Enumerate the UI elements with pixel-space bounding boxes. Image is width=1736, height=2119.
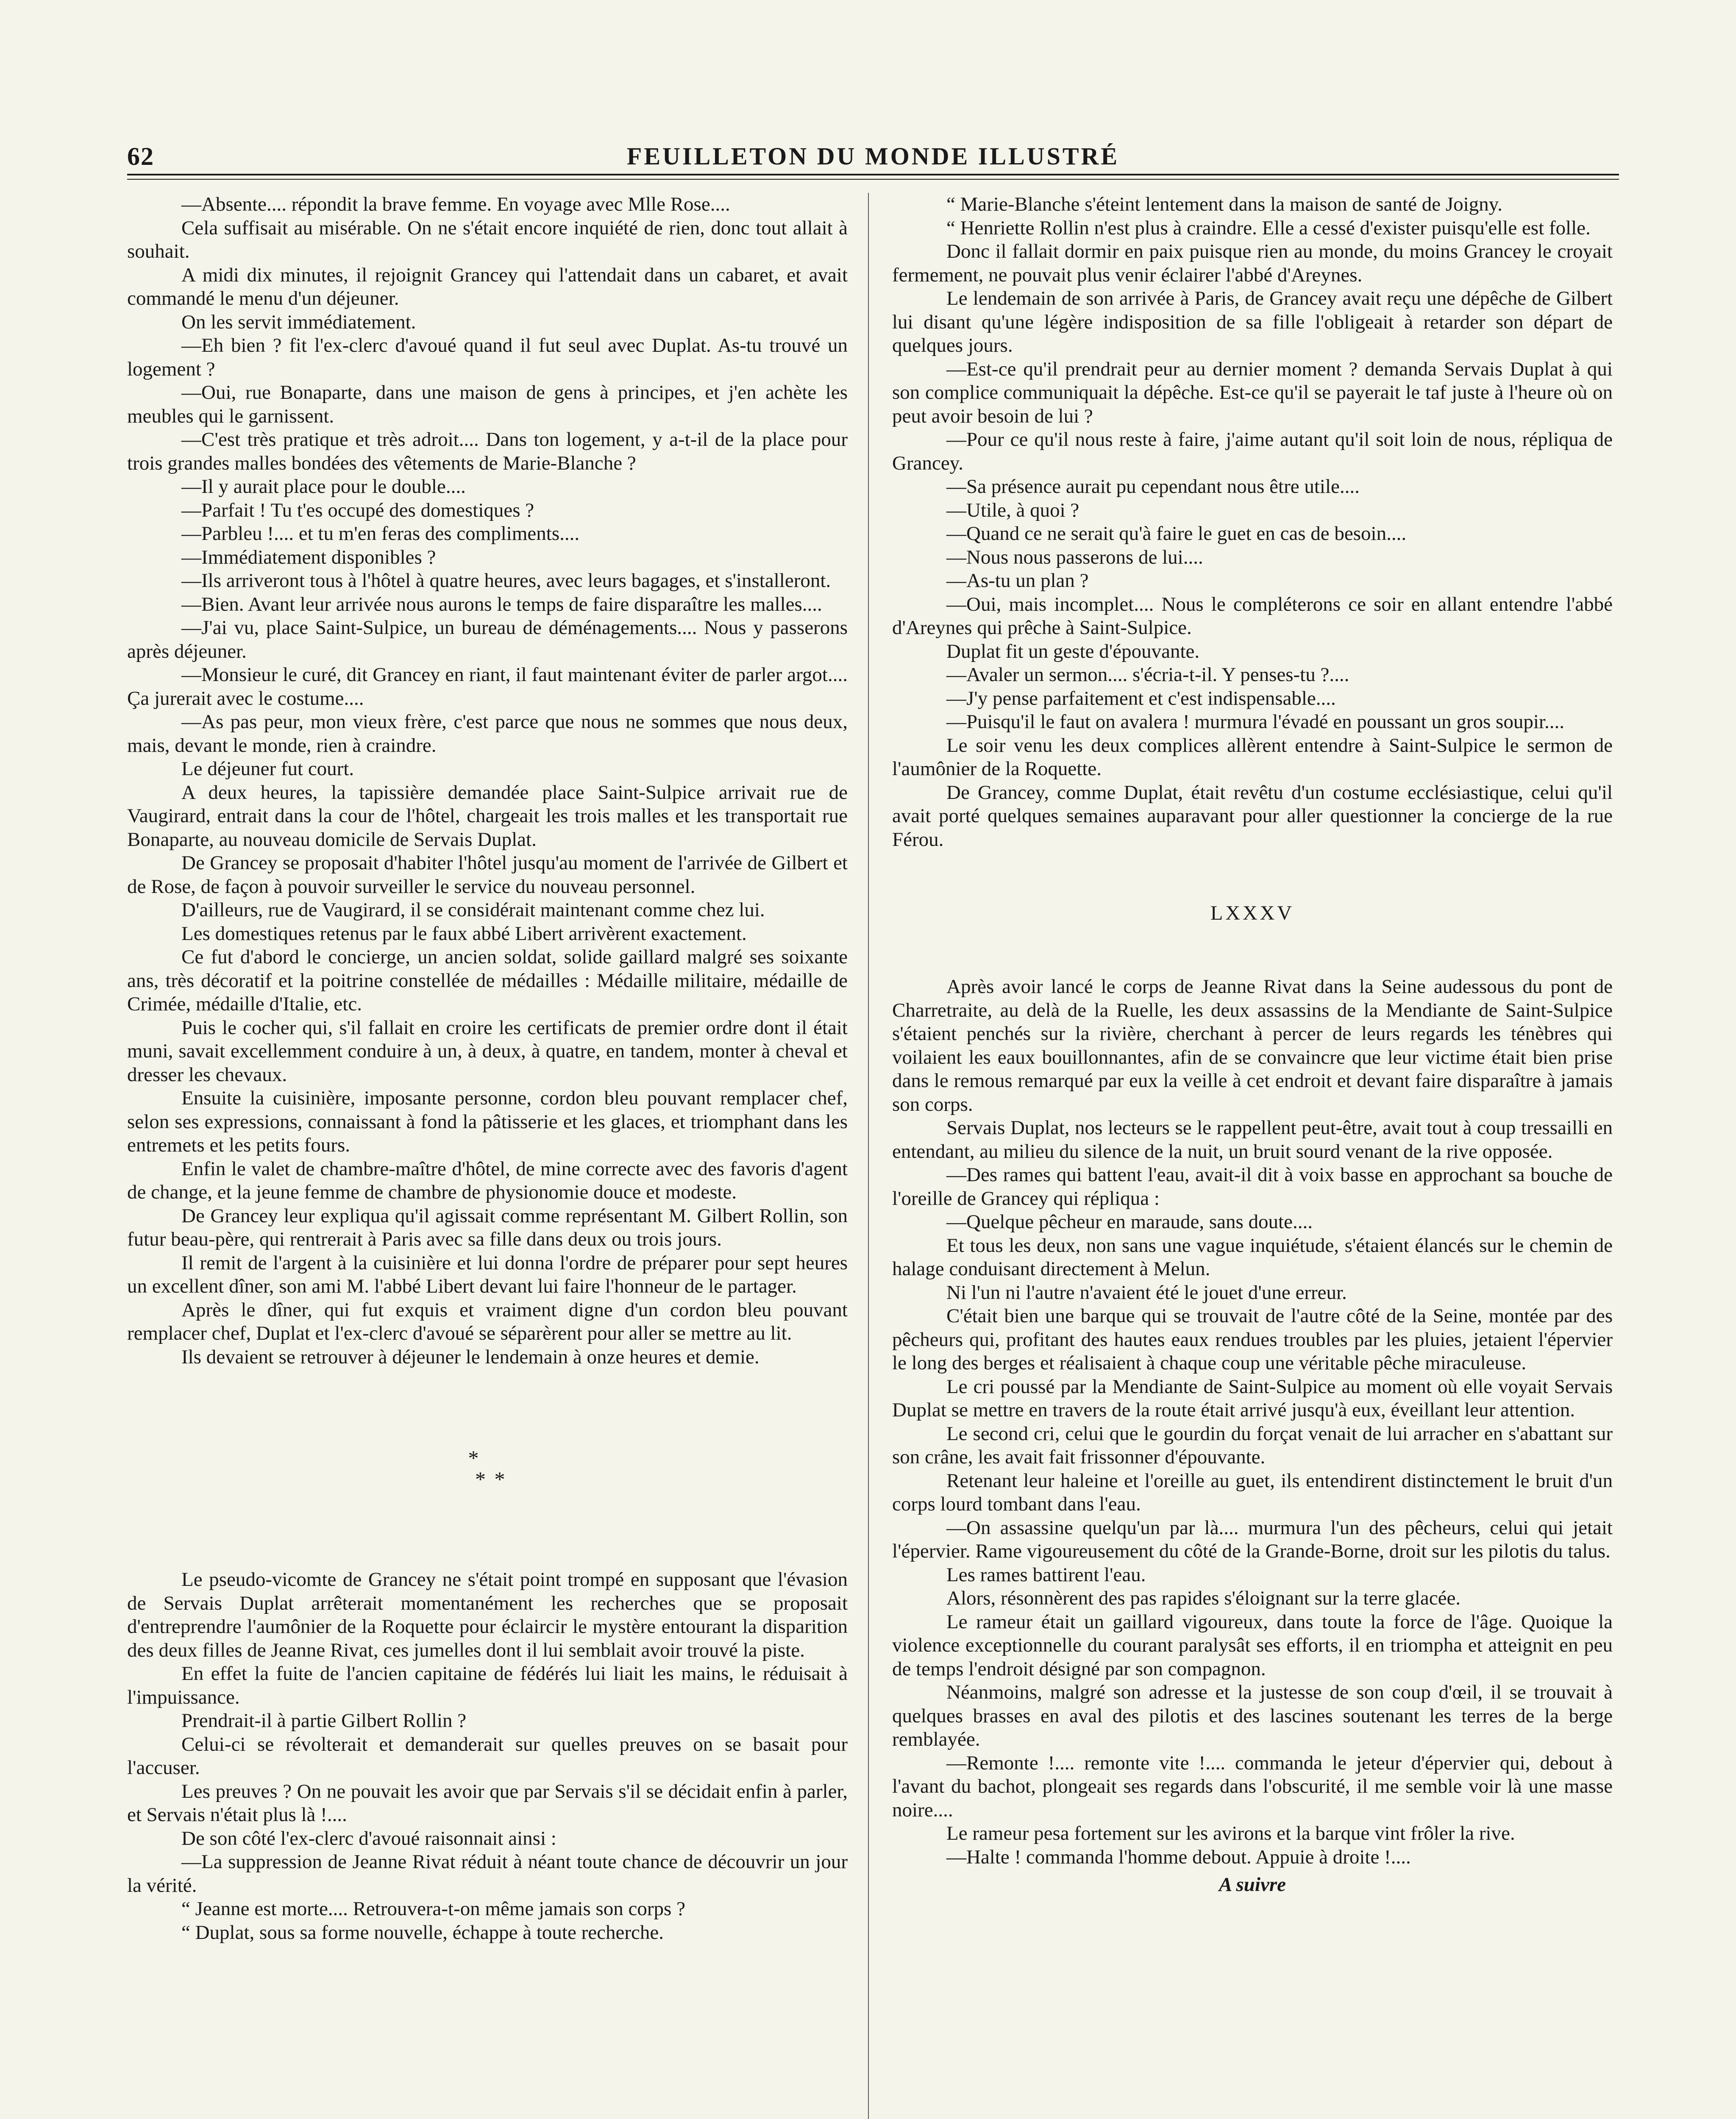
paragraph: “ Jeanne est morte.... Retrouvera-t-on même jamais son corps ? xyxy=(181,1898,685,1920)
paragraph: “ Duplat, sous sa forme nouvelle, échappe à toute recherche. xyxy=(181,1921,664,1944)
paragraph: —Parfait ! Tu t'es occupé des domestiques ? xyxy=(181,499,534,521)
paragraph: —Des rames qui battent l'eau, avait-il dit à voix basse en approchant sa bouche de l'oreille de Grancey qui répliqua : xyxy=(892,1164,1613,1210)
paragraph: Puis le cocher qui, s'il fallait en croire les certificats de premier ordre dont il était muni, savait excellemment conduire à un, à deux, à quatre, en tandem, monter à cheval et dresser les chevaux. xyxy=(127,1016,848,1086)
paragraph: C'était bien une barque qui se trouvait de l'autre côté de la Seine, montée par des pêcheurs qui, profitant des hautes eaux rendues troubles par les pluies, jetaient l'épervier le long des berges et réalisaient à chaque coup une véritable pêche miraculeuse. xyxy=(892,1305,1613,1374)
paragraph: —J'y pense parfaitement et c'est indispensable.... xyxy=(946,687,1336,709)
page-number: 62 xyxy=(127,142,154,170)
paragraph: Après le dîner, qui fut exquis et vraiment digne d'un cordon bleu pouvant remplacer chef, Duplat et l'ex-clerc d'avoué se séparèrent pour aller se mettre au lit. xyxy=(127,1299,848,1344)
paragraph: Ils devaient se retrouver à déjeuner le lendemain à onze heures et demie. xyxy=(181,1346,760,1368)
paragraph: Après avoir lancé le corps de Jeanne Rivat dans la Seine audessous du pont de Charretraite, au delà de la Ruelle, les deux assassins de la Mendiante de Saint-Sulpice s'étaient penchés sur la rivière, cherchant à percer de leurs regards les ténèbres qui voilaient les eaux bouillonnantes, afin de se convaincre que leur victime était bien prise dans le remous remarqué par eux la veille à cet endroit et devant faire disparaître à jamais son corps. xyxy=(892,976,1613,1115)
paragraph: Alors, résonnèrent des pas rapides s'éloignant sur la terre glacée. xyxy=(946,1587,1461,1609)
paragraph: Celui-ci se révolterait et demanderait sur quelles preuves on se basait pour l'accuser. xyxy=(127,1733,848,1779)
paragraph: —As-tu un plan ? xyxy=(946,570,1089,592)
paragraph: —Est-ce qu'il prendrait peur au dernier moment ? demanda Servais Duplat à qui son complice communiquait la dépêche. Est-ce qu'il se payerait le taf juste à l'heure où on peut avoir besoin de lui ? xyxy=(892,358,1613,427)
paragraph: Ensuite la cuisinière, imposante personne, cordon bleu pouvant remplacer chef, selon ses expressions, connaissant à fond la pâtisserie et les glaces, et triomphant dans les entremets et les petits fours. xyxy=(127,1087,848,1156)
paragraph: “ Henriette Rollin n'est plus à craindre. Elle a cessé d'exister puisqu'elle est folle. xyxy=(946,217,1591,239)
chapter-heading: LXXXV xyxy=(1210,902,1294,925)
paragraph: —C'est très pratique et très adroit.... Dans ton logement, y a-t-il de la place pour trois grandes malles bondées des vêtements de Marie-Blanche ? xyxy=(127,428,848,474)
right-text-block-2 xyxy=(892,975,1613,1869)
page-header xyxy=(127,142,1619,170)
paragraph: Et tous les deux, non sans une vague inquiétude, s'étaient élancés sur le chemin de halage conduisant directement à Melun. xyxy=(892,1234,1613,1280)
paragraph: —Remonte !.... remonte vite !.... commanda le jeteur d'épervier qui, debout à l'avant du bachot, plongeait ses regards dans l'obscurité, il me semble voir là une masse noire.... xyxy=(892,1752,1613,1821)
continued-note: A suivre xyxy=(1219,1874,1286,1896)
paragraph: Le second cri, celui que le gourdin du forçat venait de lui arracher en s'abattant sur son crâne, les avait fait frissonner d'épouvante. xyxy=(892,1422,1613,1468)
paragraph: Les rames battirent l'eau. xyxy=(946,1563,1146,1586)
paragraph: Les preuves ? On ne pouvait les avoir que par Servais s'il se décidait enfin à parler, et Servais n'était plus là !.... xyxy=(127,1780,848,1826)
paragraph: De Grancey se proposait d'habiter l'hôtel jusqu'au moment de l'arrivée de Gilbert et de Rose, de façon à pouvoir surveiller le service du nouveau personnel. xyxy=(127,852,848,898)
left-text-block-2 xyxy=(127,1568,848,1944)
paragraph: De Grancey, comme Duplat, était revêtu d'un costume ecclésiastique, celui qu'il avait porté quelques semaines auparavant pour aller questionner la concierge de la rue Férou. xyxy=(892,781,1613,851)
paragraph: —Eh bien ? fit l'ex-clerc d'avoué quand il fut seul avec Duplat. As-tu trouvé un logement ? xyxy=(127,334,848,380)
paragraph: —Il y aurait place pour le double.... xyxy=(181,476,466,498)
paragraph: —Ils arriveront tous à l'hôtel à quatre heures, avec leurs bagages, et s'installeront. xyxy=(181,570,831,592)
paragraph: —Quelque pêcheur en maraude, sans doute.... xyxy=(946,1211,1313,1233)
paragraph: —Monsieur le curé, dit Grancey en riant, il faut maintenant éviter de parler argot.... Ça jurerait avec le costume.... xyxy=(127,664,848,709)
paragraph: De son côté l'ex-clerc d'avoué raisonnait ainsi : xyxy=(181,1827,556,1849)
paragraph: —On assassine quelqu'un par là.... murmura l'un des pêcheurs, celui qui jetait l'épervier. Rame vigoureusement du côté de la Grande-Borne, droit sur les pilotis du talus. xyxy=(892,1516,1613,1562)
right-column xyxy=(892,193,1613,2119)
paragraph: Le rameur était un gaillard vigoureux, dans toute la force de l'âge. Quoique la violence exceptionnelle du courant paralysât ses efforts, il en triompha et atteignit en peu de temps l'endroit désigné par son compagnon. xyxy=(892,1610,1613,1680)
paragraph: “ Marie-Blanche s'éteint lentement dans la maison de santé de Joigny. xyxy=(946,193,1502,215)
paragraph: —La suppression de Jeanne Rivat réduit à néant toute chance de découvrir un jour la vérité. xyxy=(127,1851,848,1897)
right-text-block xyxy=(892,193,1613,851)
paragraph: Cela suffisait au misérable. On ne s'était encore inquiété de rien, donc tout allait à souhait. xyxy=(127,217,848,262)
paragraph: Donc il fallait dormir en paix puisque rien au monde, du moins Grancey le croyait fermement, ne pouvait plus venir éclairer l'abbé d'Areynes. xyxy=(892,240,1613,286)
paragraph: D'ailleurs, rue de Vaugirard, il se considérait maintenant comme chez lui. xyxy=(181,899,765,921)
header-rule-thin xyxy=(127,179,1619,180)
paragraph: —J'ai vu, place Saint-Sulpice, un bureau de déménagements.... Nous y passerons après déjeuner. xyxy=(127,617,848,662)
paragraph: —Oui, mais incomplet.... Nous le compléterons ce soir en allant entendre l'abbé d'Areynes qui prêche à Saint-Sulpice. xyxy=(892,593,1613,639)
paragraph: On les servit immédiatement. xyxy=(181,311,416,333)
paragraph: Le cri poussé par la Mendiante de Saint-Sulpice au moment où elle voyait Servais Duplat se mettre en travers de la route était arrivé jusqu'à eux, éveillant leur attention. xyxy=(892,1375,1613,1421)
section-ornament xyxy=(127,1369,848,1568)
paragraph: —Quand ce ne serait qu'à faire le guet en cas de besoin.... xyxy=(946,523,1407,545)
paragraph: A midi dix minutes, il rejoignit Grancey qui l'attendait dans un cabaret, et avait commandé le menu d'un déjeuner. xyxy=(127,264,848,309)
paragraph: —Oui, rue Bonaparte, dans une maison de gens à principes, et j'en achète les meubles qui le garnissent. xyxy=(127,381,848,427)
paragraph: Néanmoins, malgré son adresse et la justesse de son coup d'œil, il se trouvait à quelques brasses en aval des pilotis et des lascines soutenant les terres de la berge remblayée. xyxy=(892,1681,1613,1750)
column-separator xyxy=(868,193,869,2119)
paragraph: —Absente.... répondit la brave femme. En voyage avec Mlle Rose.... xyxy=(181,193,730,215)
header-rule xyxy=(127,174,1619,175)
paragraph: A deux heures, la tapissière demandée place Saint-Sulpice arrivait rue de Vaugirard, entrait dans la cour de l'hôtel, chargeait les trois malles et les transportait rue Bonaparte, au nouveau domicile de Servais Duplat. xyxy=(127,781,848,851)
paragraph: —Sa présence aurait pu cependant nous être utile.... xyxy=(946,476,1360,498)
paragraph: Enfin le valet de chambre-maître d'hôtel, de mine correcte avec des favoris d'agent de change, et la jeune femme de chambre de physionomie douce et modeste. xyxy=(127,1157,848,1203)
left-text-block xyxy=(127,193,848,1369)
paragraph: Le soir venu les deux complices allèrent entendre à Saint-Sulpice le sermon de l'aumônier de la Roquette. xyxy=(892,734,1613,780)
paragraph: Le lendemain de son arrivée à Paris, de Grancey avait reçu une dépêche de Gilbert lui disant qu'une légère indisposition de sa fille l'obligeait à retarder son départ de quelques jours. xyxy=(892,287,1613,356)
left-column xyxy=(127,193,848,2119)
asterism-icon: * * * xyxy=(468,1446,507,1491)
paragraph: —Avaler un sermon.... s'écria-t-il. Y penses-tu ?.... xyxy=(946,664,1349,686)
paragraph: —Pour ce qu'il nous reste à faire, j'aime autant qu'il soit loin de nous, répliqua de Grancey. xyxy=(892,428,1613,474)
paragraph: Ni l'un ni l'autre n'avaient été le jouet d'une erreur. xyxy=(946,1281,1347,1304)
paragraph: Servais Duplat, nos lecteurs se le rappellent peut-être, avait tout à coup tressailli en entendant, au milieu du silence de la nuit, un bruit sourd venant de la rive opposée. xyxy=(892,1117,1613,1162)
paragraph: De Grancey leur expliqua qu'il agissait comme représentant M. Gilbert Rollin, son futur beau-père, qui rentrerait à Paris avec sa fille dans deux ou trois jours. xyxy=(127,1204,848,1250)
paragraph: —As pas peur, mon vieux frère, c'est parce que nous ne sommes que nous deux, mais, devant le monde, rien à craindre. xyxy=(127,711,848,756)
running-title: FEUILLETON DU MONDE ILLUSTRÉ xyxy=(626,142,1120,170)
paragraph: Retenant leur haleine et l'oreille au guet, ils entendirent distinctement le bruit d'un corps lourd tombant dans l'eau. xyxy=(892,1469,1613,1515)
paragraph: —Puisqu'il le faut on avalera ! murmura l'évadé en poussant un gros soupir.... xyxy=(946,711,1564,733)
paragraph: Ce fut d'abord le concierge, un ancien soldat, solide gaillard malgré ses soixante ans, très décoratif et la poitrine constellée de médailles : Médaille militaire, médaille de Crimée, médaille d'Italie, etc. xyxy=(127,946,848,1015)
paragraph: Duplat fit un geste d'épouvante. xyxy=(946,640,1200,662)
paragraph: Les domestiques retenus par le faux abbé Libert arrivèrent exactement. xyxy=(181,922,747,945)
paragraph: —Utile, à quoi ? xyxy=(946,499,1079,521)
paragraph: —Nous nous passerons de lui.... xyxy=(946,546,1203,568)
paragraph: —Halte ! commanda l'homme debout. Appuie à droite !.... xyxy=(946,1846,1411,1868)
paragraph: Il remit de l'argent à la cuisinière et lui donna l'ordre de préparer pour sept heures un excellent dîner, son ami M. l'abbé Libert devant lui faire l'honneur de le partager. xyxy=(127,1251,848,1297)
paragraph: Prendrait-il à partie Gilbert Rollin ? xyxy=(181,1710,467,1732)
paragraph: Le rameur pesa fortement sur les avirons et la barque vint frôler la rive. xyxy=(946,1822,1515,1844)
paragraph: Le pseudo-vicomte de Grancey ne s'était point trompé en supposant que l'évasion de Servais Duplat arrêterait momentanément les recherches que se proposait d'entreprendre l'aumônier de la Roquette pour éclaircir le mystère entourant la disparition des deux filles de Jeanne Rivat, ces jumelles dont il lui semblait avoir trouvé la piste. xyxy=(127,1568,848,1661)
paragraph: —Bien. Avant leur arrivée nous aurons le temps de faire disparaître les malles.... xyxy=(181,593,822,615)
paragraph: —Immédiatement disponibles ? xyxy=(181,546,436,568)
paragraph: En effet la fuite de l'ancien capitaine de fédérés lui liait les mains, le réduisait à l'impuissance. xyxy=(127,1663,848,1708)
paragraph: Le déjeuner fut court. xyxy=(181,758,354,780)
paragraph: —Parbleu !.... et tu m'en feras des compliments.... xyxy=(181,523,580,545)
